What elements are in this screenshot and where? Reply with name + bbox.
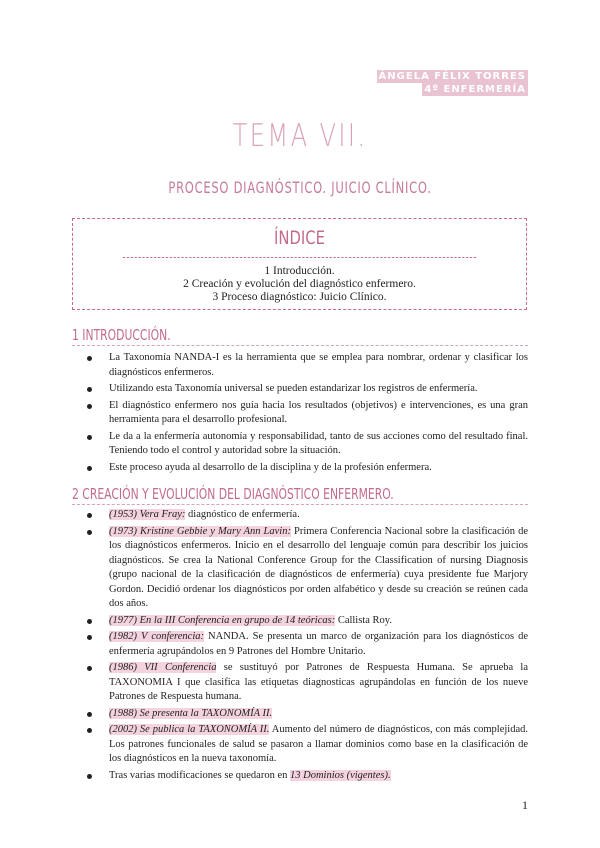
list-item: (1982) V conferencia: NANDA. Se presenta un marco de organización para los diagnósticos de enfermería agrupándolos en 9 Patrones del Hombre Unitario. xyxy=(72,630,528,659)
date-highlight: (1977) En la III Conferencia en grupo de 14 teóricas: xyxy=(109,614,336,626)
date-highlight: (1988) Se presenta la TAXONOMÍA II. xyxy=(109,707,273,719)
page-title: TEMA VII. xyxy=(232,118,368,154)
date-highlight: (1986) VII Conferencia xyxy=(109,662,217,673)
section-heading-creacion: 2 CREACIÓN Y EVOLUCIÓN DEL DIAGNÓSTICO ENFERMERO. xyxy=(72,485,394,503)
date-highlight: (1953) Vera Fray: xyxy=(109,509,186,520)
index-box xyxy=(72,218,527,310)
index-list xyxy=(73,258,526,304)
list-item: (1953) Vera Fray: diagnóstico de enfermería. xyxy=(72,508,528,523)
date-highlight: 13 Dominios (vigentes). xyxy=(289,769,391,781)
list-item xyxy=(72,707,528,722)
page-subtitle: PROCESO DIAGNÓSTICO. JUICIO CLÍNICO. xyxy=(168,178,432,197)
date-highlight: (1982) V conferencia: xyxy=(109,631,204,642)
bullet-icon xyxy=(87,513,92,518)
index-item: 2 Creación y evolución del diagnóstico enfermero. xyxy=(183,278,416,290)
section-heading-introduccion: 1 INTRODUCCIÓN. xyxy=(72,326,171,344)
date-highlight: (1973) Kristine Gebbie y Mary Ann Lavin: xyxy=(109,525,291,537)
bullet-icon xyxy=(87,712,92,717)
section2-list xyxy=(72,508,528,785)
list-item: La Taxonomía NANDA-I es la herramienta que se emplea para nombrar, ordenar y clasificar los diagnósticos enfermeros. xyxy=(72,351,528,380)
index-item: 1 Introducción. xyxy=(264,265,335,277)
author-header xyxy=(377,70,528,96)
author-course: 4º ENFERMERÍA xyxy=(424,84,526,95)
list-item: (1973) Kristine Gebbie y Mary Ann Lavin: Primera Conferencia Nacional sobre la clasificación de los diagnósticos enfermeros. Inicio en el desarrollo del lenguaje común para describir los juicios diagnósticos. Se crea la National Conference Group for the Classification of nursing Diagnosis (grupo nacional de la clasificación de diagnósticos de enfermería) cuya presidente fue Marjory Gordon. Decidió ordenar los diagnósticos por orden alfabético y desde su creación se reúnen cada dos años. xyxy=(72,525,528,612)
bullet-icon xyxy=(87,466,92,471)
date-highlight: (2002) Se publica la TAXONOMÍA II. xyxy=(109,724,270,735)
list-item: Tras varias modificaciones se quedaron en 13 Dominios (vigentes). xyxy=(72,769,528,784)
bullet-icon xyxy=(87,435,92,440)
bullet-icon xyxy=(87,530,92,535)
list-item: Le da a la enfermería autonomía y responsabilidad, tanto de sus acciones como del resultado final. Teniendo todo el control y autoridad sobre la situación. xyxy=(72,430,528,459)
bullet-icon xyxy=(87,774,92,779)
bullet-icon xyxy=(87,728,92,733)
bullet-icon xyxy=(87,619,92,624)
list-item: (1977) En la III Conferencia en grupo de 14 teóricas: Callista Roy. xyxy=(72,614,528,629)
page-number: 1 xyxy=(522,798,528,812)
list-item: Utilizando esta Taxonomía universal se pueden estandarizar los registros de enfermería. xyxy=(72,382,528,397)
section-divider xyxy=(72,504,528,505)
list-item: El diagnóstico enfermero nos guía hacia los resultados (objetivos) e intervenciones, es una gran herramienta para el desarrollo profesional. xyxy=(72,399,528,428)
bullet-icon xyxy=(87,387,92,392)
index-title: ÍNDICE xyxy=(123,219,476,258)
bullet-icon xyxy=(87,666,92,671)
list-item: (2002) Se publica la TAXONOMÍA II. Aumento del número de diagnósticos, con más complejidad. Los patrones funcionales de salud se pasaron a llamar dominios como base en la clasificación de los diagnósticos en la nueva taxonomía. xyxy=(72,723,528,767)
bullet-icon xyxy=(87,635,92,640)
list-item: (1986) VII Conferencia se sustituyó por Patrones de Respuesta Humana. Se aprueba la TAXONOMIA I que clasifica las etiquetas diagnosticas agrupándolas en función de los nueve Patrones de Respuesta humana. xyxy=(72,661,528,705)
section-divider xyxy=(72,345,528,346)
list-item: Este proceso ayuda al desarrollo de la disciplina y de la profesión enfermera. xyxy=(72,461,528,476)
author-name: ÁNGELA FÉLIX TORRES xyxy=(378,71,526,82)
index-item: 3 Proceso diagnóstico: Juicio Clínico. xyxy=(212,291,387,303)
bullet-icon xyxy=(87,404,92,409)
bullet-icon xyxy=(87,356,92,361)
section1-list xyxy=(72,351,528,477)
